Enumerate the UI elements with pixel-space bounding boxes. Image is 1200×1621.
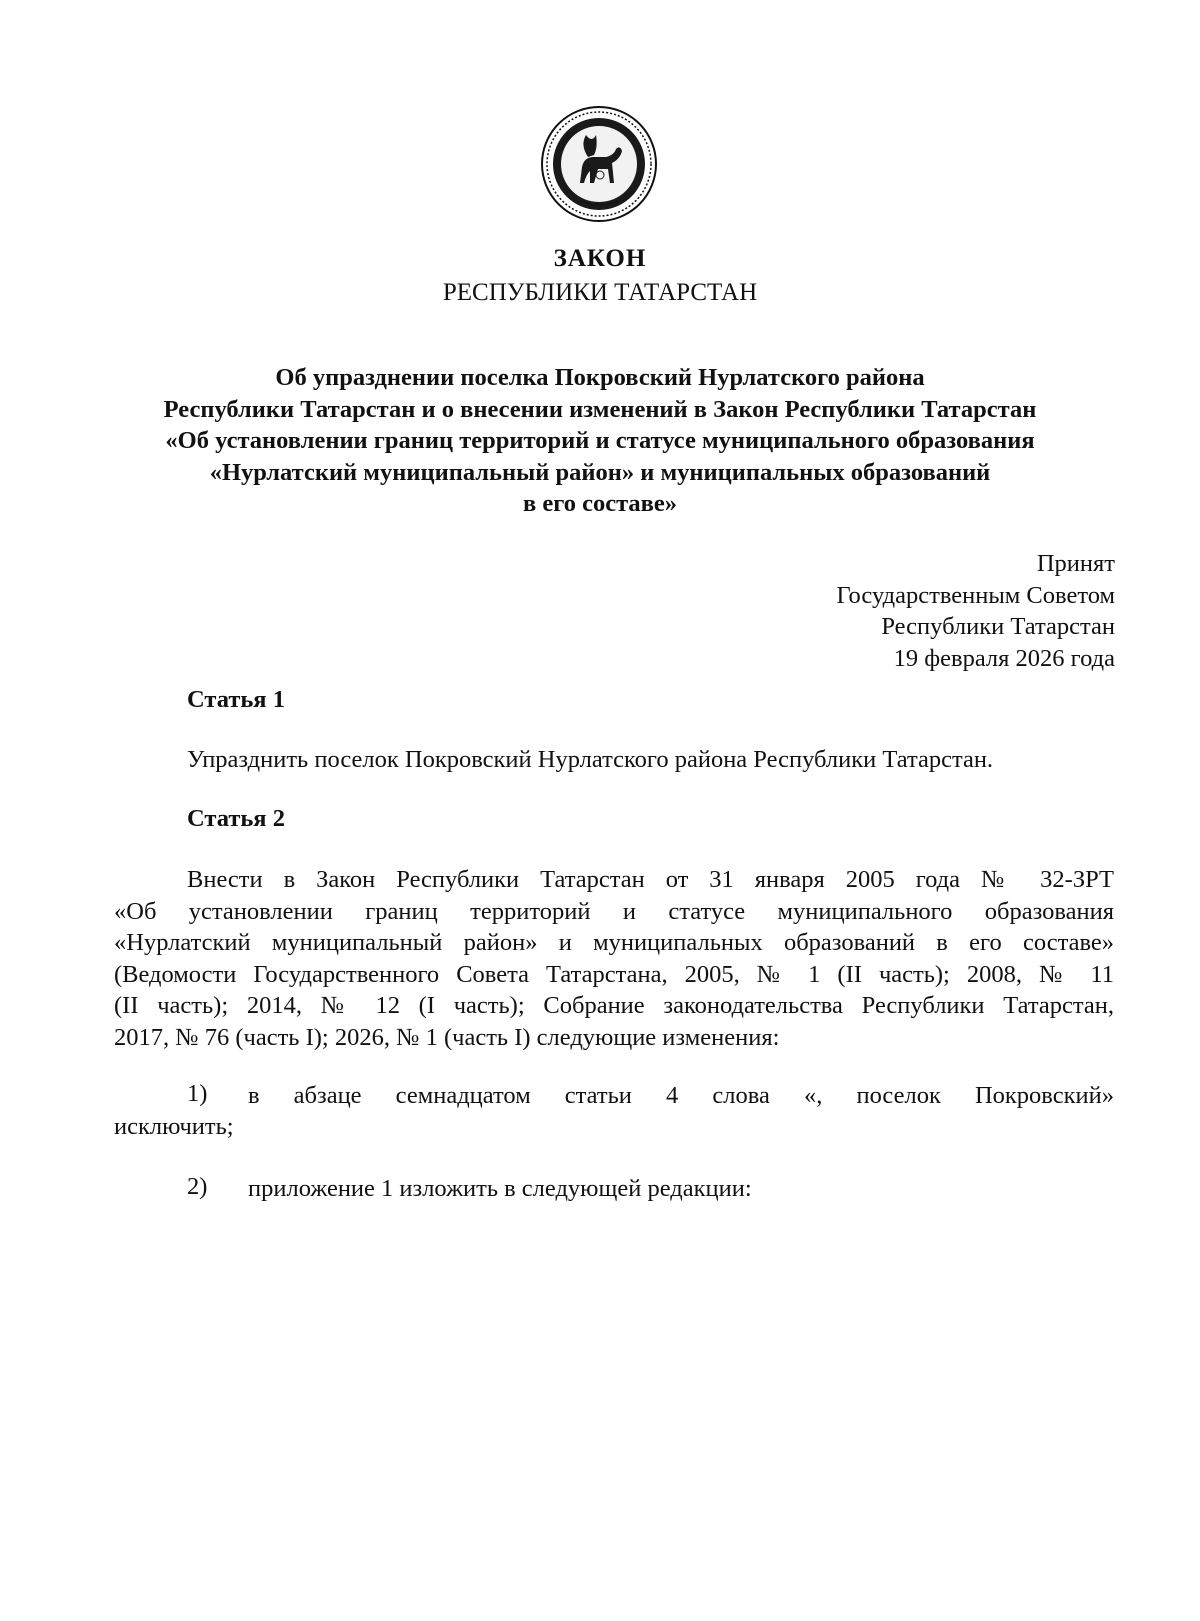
article-1-text: Упразднить поселок Покровский Нурлатского района Республики Татарстан. — [187, 746, 994, 773]
item-1-continuation: исключить; — [114, 1113, 234, 1140]
law-title — [0, 362, 1200, 520]
item-2-number: 2) — [187, 1173, 208, 1200]
adoption-line: Республики Татарстан — [881, 613, 1115, 640]
title-line: Об упразднении поселка Покровский Нурлатского района — [275, 364, 925, 391]
coat-of-arms-emblem — [540, 105, 658, 223]
item-2-text: приложение 1 изложить в следующей редакции: — [248, 1175, 752, 1202]
issuer: РЕСПУБЛИКИ ТАТАРСТАН — [442, 279, 758, 306]
article-2-intro — [114, 864, 1114, 1053]
item-line: в абзаце семнадцатом статьи 4 слова «, поселок Покровский» — [248, 1082, 1114, 1109]
item-1-text — [248, 1080, 1114, 1112]
title-line: Республики Татарстан и о внесении изменений в Закон Республики Татарстан — [163, 395, 1037, 423]
paragraph-line: 2017, № 76 (часть I); 2026, № 1 (часть I) следующие изменения: — [114, 1023, 780, 1051]
adoption-line: Государственным Советом — [836, 581, 1115, 609]
paragraph-line: (II часть); 2014, № 12 (I часть); Собрание законодательства Республики Татарстан, — [114, 992, 1114, 1019]
paragraph-line: «Нурлатский муниципальный район» и муниципальных образований в его составе» — [114, 929, 1114, 956]
paragraph-line: (Ведомости Государственного Совета Татарстана, 2005, № 1 (II часть); 2008, № 11 — [114, 960, 1114, 988]
title-line: в его составе» — [522, 490, 678, 517]
paragraph-line: Внести в Закон Республики Татарстан от 31 января 2005 года № 32-ЗРТ — [187, 866, 1114, 893]
title-line: «Нурлатский муниципальный район» и муниципальных образований — [209, 458, 991, 486]
item-1-number: 1) — [187, 1080, 208, 1107]
adoption-line: Принят — [1036, 550, 1115, 577]
paragraph-line: «Об установлении границ территорий и статусе муниципального образования — [114, 897, 1114, 925]
adoption-block — [837, 548, 1115, 674]
article-2-heading: Статья 2 — [187, 805, 285, 832]
adoption-date: 19 февраля 2026 года — [893, 644, 1115, 672]
title-line: «Об установлении границ территорий и статусе муниципального образования — [165, 427, 1035, 454]
article-1-heading: Статья 1 — [187, 686, 285, 713]
document-type: ЗАКОН — [553, 245, 647, 272]
